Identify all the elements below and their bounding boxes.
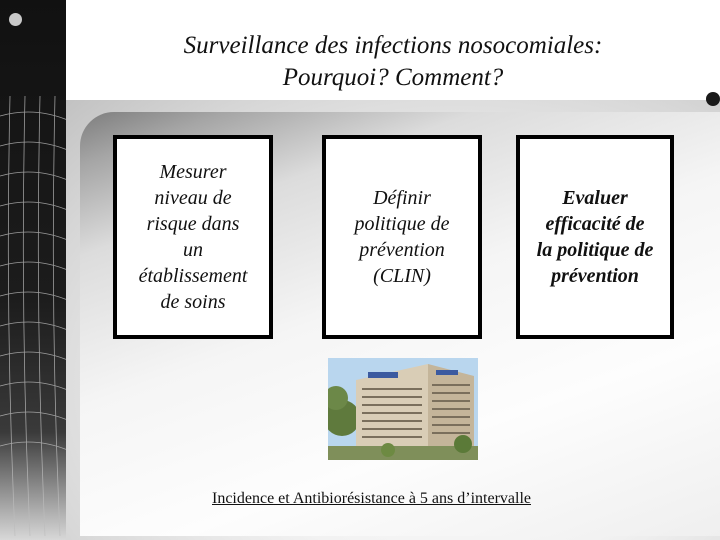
decorative-left-strip [0, 0, 66, 540]
hospital-building-image [328, 358, 478, 460]
caption-text: Incidence et Antibiorésistance à 5 ans d’intervalle [212, 490, 531, 507]
box-text: Evaluer efficacité de la politique de prévention [536, 187, 654, 287]
bullet-dot-icon [9, 13, 22, 26]
box-text: Mesurer niveau de risque dans un établissement de soins [138, 161, 248, 313]
bullet-dot-icon [706, 92, 720, 106]
box-define-policy [322, 135, 482, 339]
title-line-1: Surveillance des infections nosocomiales: [183, 32, 603, 59]
hospital-photo [328, 358, 478, 460]
box-measure-risk [113, 135, 273, 339]
box-evaluate-policy [516, 135, 674, 339]
slide-title [66, 30, 720, 94]
wireframe-decoration [0, 96, 70, 536]
title-line-2: Pourquoi? Comment? [282, 64, 504, 91]
box-text: Définir politique de prévention (CLIN) [354, 187, 450, 287]
